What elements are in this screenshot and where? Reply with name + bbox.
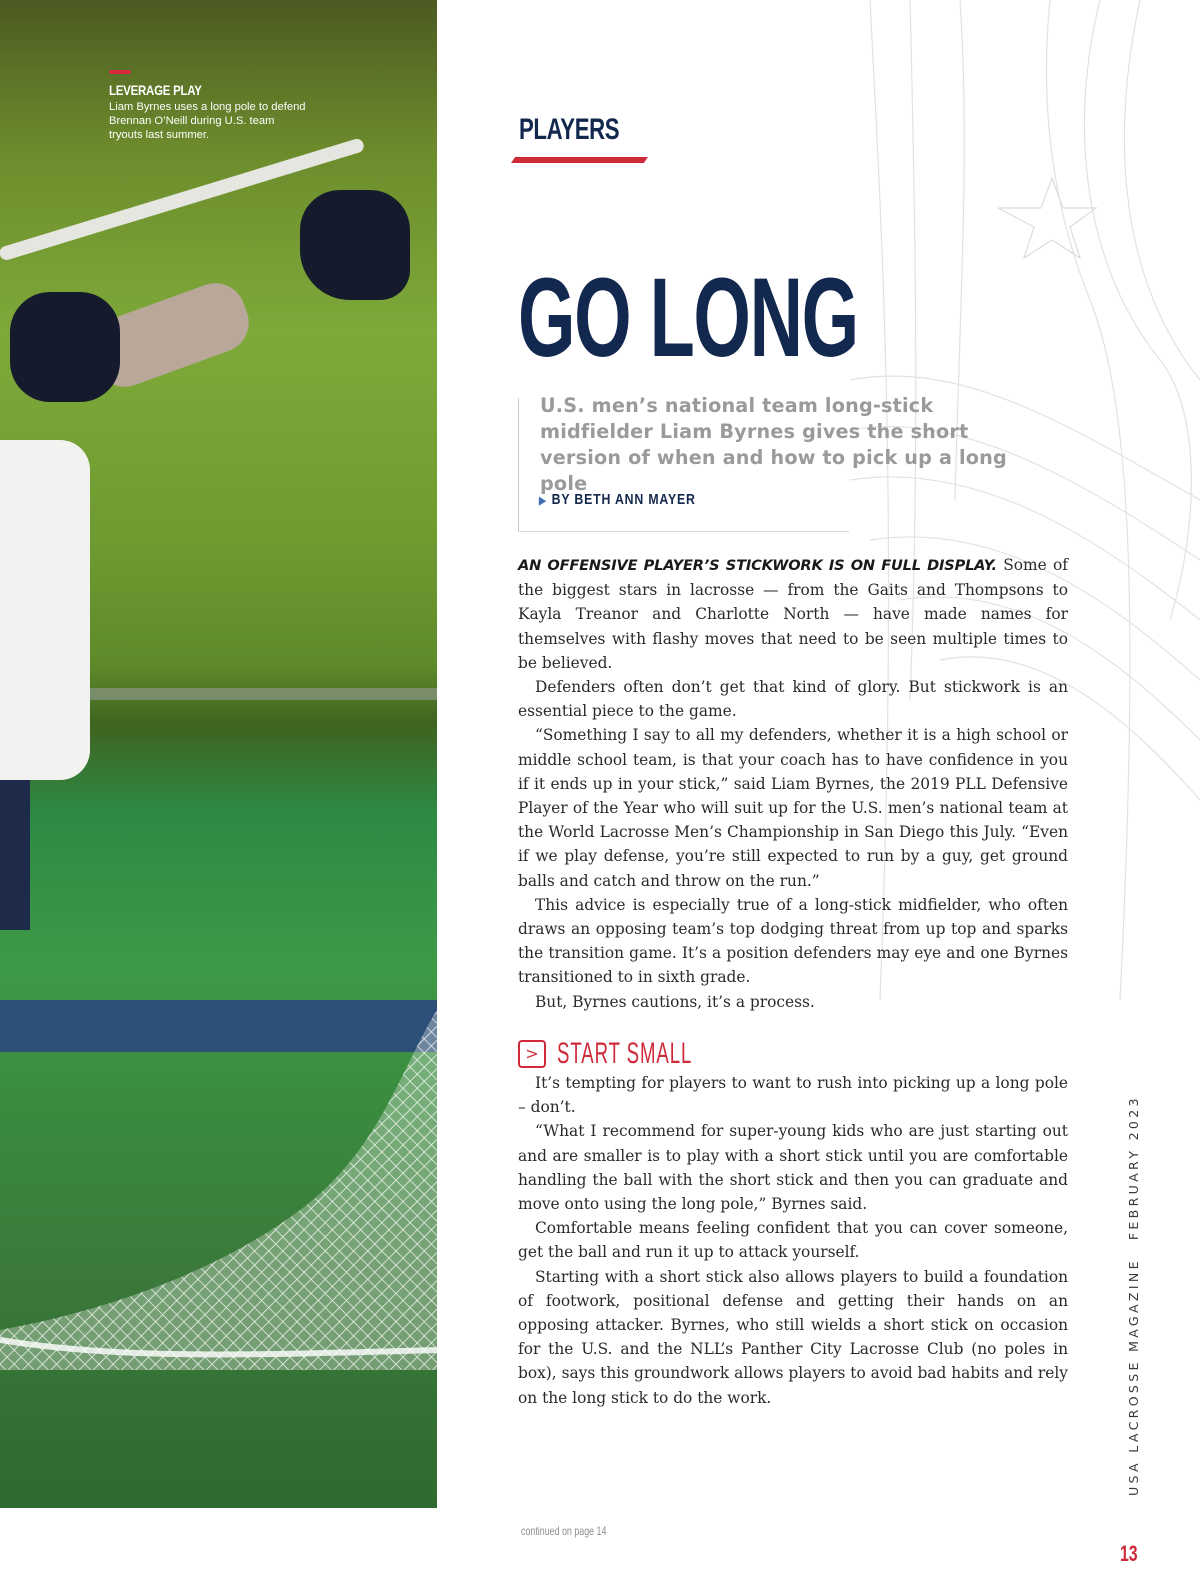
- photo-caption: [109, 70, 309, 142]
- paragraph: But, Byrnes cautions, it’s a process.: [535, 992, 815, 1011]
- article-title: GO LONG: [518, 255, 858, 380]
- goal-net-graphic: [0, 1010, 437, 1370]
- paragraph: Defenders often don’t get that kind of glory. But stickwork is an essential piece to the game.: [518, 678, 1068, 721]
- page-number: 13: [1120, 1541, 1138, 1566]
- continued-note: continued on page 14: [521, 1524, 607, 1538]
- article-body-continued: [518, 1071, 1068, 1410]
- issue-date: FEBRUARY 2023: [1126, 1095, 1141, 1241]
- subhead: [518, 1037, 775, 1071]
- byline: [539, 491, 696, 508]
- caption-title: LEVERAGE PLAY: [109, 82, 202, 98]
- paragraph: Comfortable means feeling confident that you can cover someone, get the ball and run it up to attack yourself.: [518, 1219, 1068, 1262]
- player-glove: [300, 190, 410, 300]
- caption-accent-bar: [109, 70, 131, 74]
- section-underline: [511, 157, 648, 163]
- paragraph: It’s tempting for players to want to rush into picking up a long pole – don’t.: [518, 1074, 1068, 1117]
- paragraph: This advice is especially true of a long-stick midfielder, who often draws an opposing team’s top dodging threat from up top and sparks the transition game. It’s a position defenders may eye and one Byrnes transitioned to in sixth grade.: [518, 895, 1068, 987]
- player-glove: [10, 292, 120, 402]
- section-label: PLAYERS: [519, 113, 620, 146]
- paragraph: [518, 553, 1068, 675]
- player-shorts: [0, 780, 30, 930]
- byline-text: BY BETH ANN MAYER: [551, 491, 696, 508]
- paragraph-text: Some of the biggest stars in lacrosse — from the Gaits and Thompsons to Kayla Treanor and Charlotte North — have made names for themselves with flashy moves that need to be seen multiple times to be believed.: [518, 556, 1068, 672]
- folio-running-text: [1126, 1095, 1141, 1496]
- article-body: [518, 553, 1068, 1014]
- lacrosse-photo: [0, 0, 437, 1508]
- byline-arrow-icon: ▶: [539, 495, 547, 507]
- article-deck: U.S. men’s national team long-stick midfielder Liam Byrnes gives the short version of when and how to pick up a long pole: [540, 394, 1007, 495]
- lead-in: AN OFFENSIVE PLAYER’S STICKWORK IS ON FULL DISPLAY.: [518, 557, 997, 574]
- magazine-name: USA LACROSSE MAGAZINE: [1126, 1258, 1141, 1496]
- player-jersey: [0, 440, 90, 780]
- paragraph: “What I recommend for super-young kids who are just starting out and are smaller is to play with a short stick until you are comfortable handling the ball with the short stick and then you can graduate and move onto using the long pole,” Byrnes said.: [518, 1122, 1068, 1214]
- paragraph: “Something I say to all my defenders, whether it is a high school or middle school team, is that your coach has to have confidence in you if it ends up in your stick,” said Liam Byrnes, the 2019 PLL Defensive Player of the Year who will suit up for the U.S. men’s national team at the World Lacrosse Men’s Championship in San Diego this July. “Even if we play defense, you’re still expected to run by a guy, get ground balls and catch and throw on the run.”: [518, 726, 1068, 890]
- chevron-right-icon: >: [518, 1040, 546, 1068]
- paragraph: Starting with a short stick also allows players to build a foundation of footwork, positional defense and getting their hands on an opposing attacker. Byrnes, who still wields a short stick on occasion for the U.S. and the NLL’s Panther City Lacrosse Club (no poles in box), says this groundwork allows players to avoid bad habits and rely on the long stick to do the work.: [518, 1267, 1068, 1407]
- subhead-text: START SMALL: [557, 1037, 693, 1070]
- caption-text: Liam Byrnes uses a long pole to defend Brennan O’Neill during U.S. team tryouts last summer.: [109, 101, 306, 141]
